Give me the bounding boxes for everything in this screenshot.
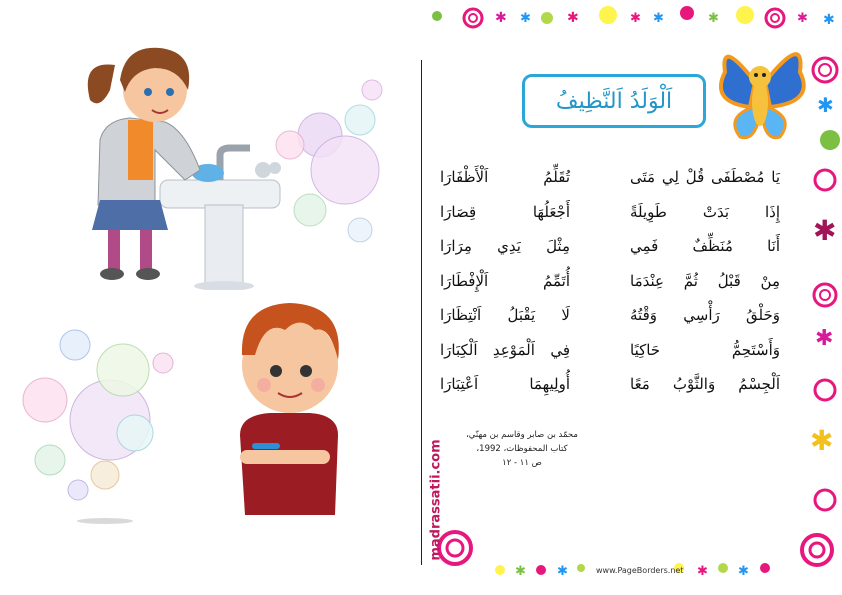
verse-line [440,264,780,299]
svg-text:✱: ✱ [810,424,834,457]
credit-book: كتاب المحفوظات، 1992، [476,444,568,454]
svg-text:✱: ✱ [815,326,834,351]
verse-first-hemistich: وَحَلْقُ رَأْسِي وَقْتُهُ [630,306,780,324]
site-watermark [423,420,449,580]
verse-line [440,229,780,264]
verse-first-hemistich: مِنْ قَبْلُ ثُمَّ عِنْدَمَا [630,271,780,290]
poem-title-box [522,74,706,128]
verse-line [440,160,780,195]
boy-brushing-teeth-illustration [220,285,360,525]
border-credit-text: www.PageBorders.net [596,566,684,575]
svg-text:✱: ✱ [567,10,579,26]
svg-text:✱: ✱ [495,10,507,26]
verse-second-hemistich: فِي اَلْمَوْعِدِ اَلْكِبَارَا [440,340,570,359]
poem-source-credit [462,428,582,470]
verse-second-hemistich: تُقَلِّمُ اَلْأَظْفَارَا [440,168,570,186]
credit-pages: ص ١١ - ١٢ [502,458,542,468]
svg-text:✱: ✱ [813,214,837,247]
soap-bubbles-illustration [15,325,195,525]
girl-washing-hands-illustration [60,30,390,290]
illustration-panel [0,0,420,595]
poem-title: اَلْوَلَدُ اَلنَّظِيفُ [555,88,673,114]
svg-text:✱: ✱ [697,564,708,579]
svg-text:✱: ✱ [515,564,526,579]
page-divider [421,60,422,565]
svg-text:✱: ✱ [557,564,568,579]
verse-line [440,333,780,368]
verse-line [440,367,780,402]
verse-second-hemistich: أُتَمِّمُ اَلْإِفْطَارَا [440,271,570,290]
svg-text:✱: ✱ [823,12,835,28]
verse-first-hemistich: وَأَسْتَحِمُّ حَاكِيًا [630,340,780,359]
verse-line [440,195,780,230]
svg-text:✱: ✱ [797,11,808,26]
verse-first-hemistich: يَا مُصْطَفَى قُلْ لِي مَتَى [630,168,780,186]
verse-second-hemistich: أُولِيهِمَا اَعْتِبَارَا [440,375,570,393]
credit-authors: محمّد بن صابر وقاسم بن مهنّي، [466,430,578,440]
svg-text:✱: ✱ [520,11,531,26]
poem-body [440,160,780,402]
verse-line [440,298,780,333]
verse-second-hemistich: أَجْعَلُهَا قِصَارَا [440,202,570,221]
verse-first-hemistich: أَنَا مُنَظِّفٌ فَمِي [630,237,780,255]
svg-text:✱: ✱ [630,11,641,26]
verse-second-hemistich: مِثْلَ يَدِي مِرَارَا [440,237,570,255]
svg-text:✱: ✱ [708,11,719,26]
svg-text:✱: ✱ [738,564,749,579]
verse-second-hemistich: لَا يَقْبَلُ اَنْتِظَارَا [440,306,570,324]
svg-text:✱: ✱ [653,11,664,26]
svg-text:✱: ✱ [817,93,834,117]
verse-first-hemistich: إِذَا بَدَتْ طَوِيلَةً [630,202,780,221]
verse-first-hemistich: اَلْجِسْمُ وَالثَّوْبُ مَعًا [630,375,780,393]
watermark-text: madrassatii.com [428,439,444,561]
